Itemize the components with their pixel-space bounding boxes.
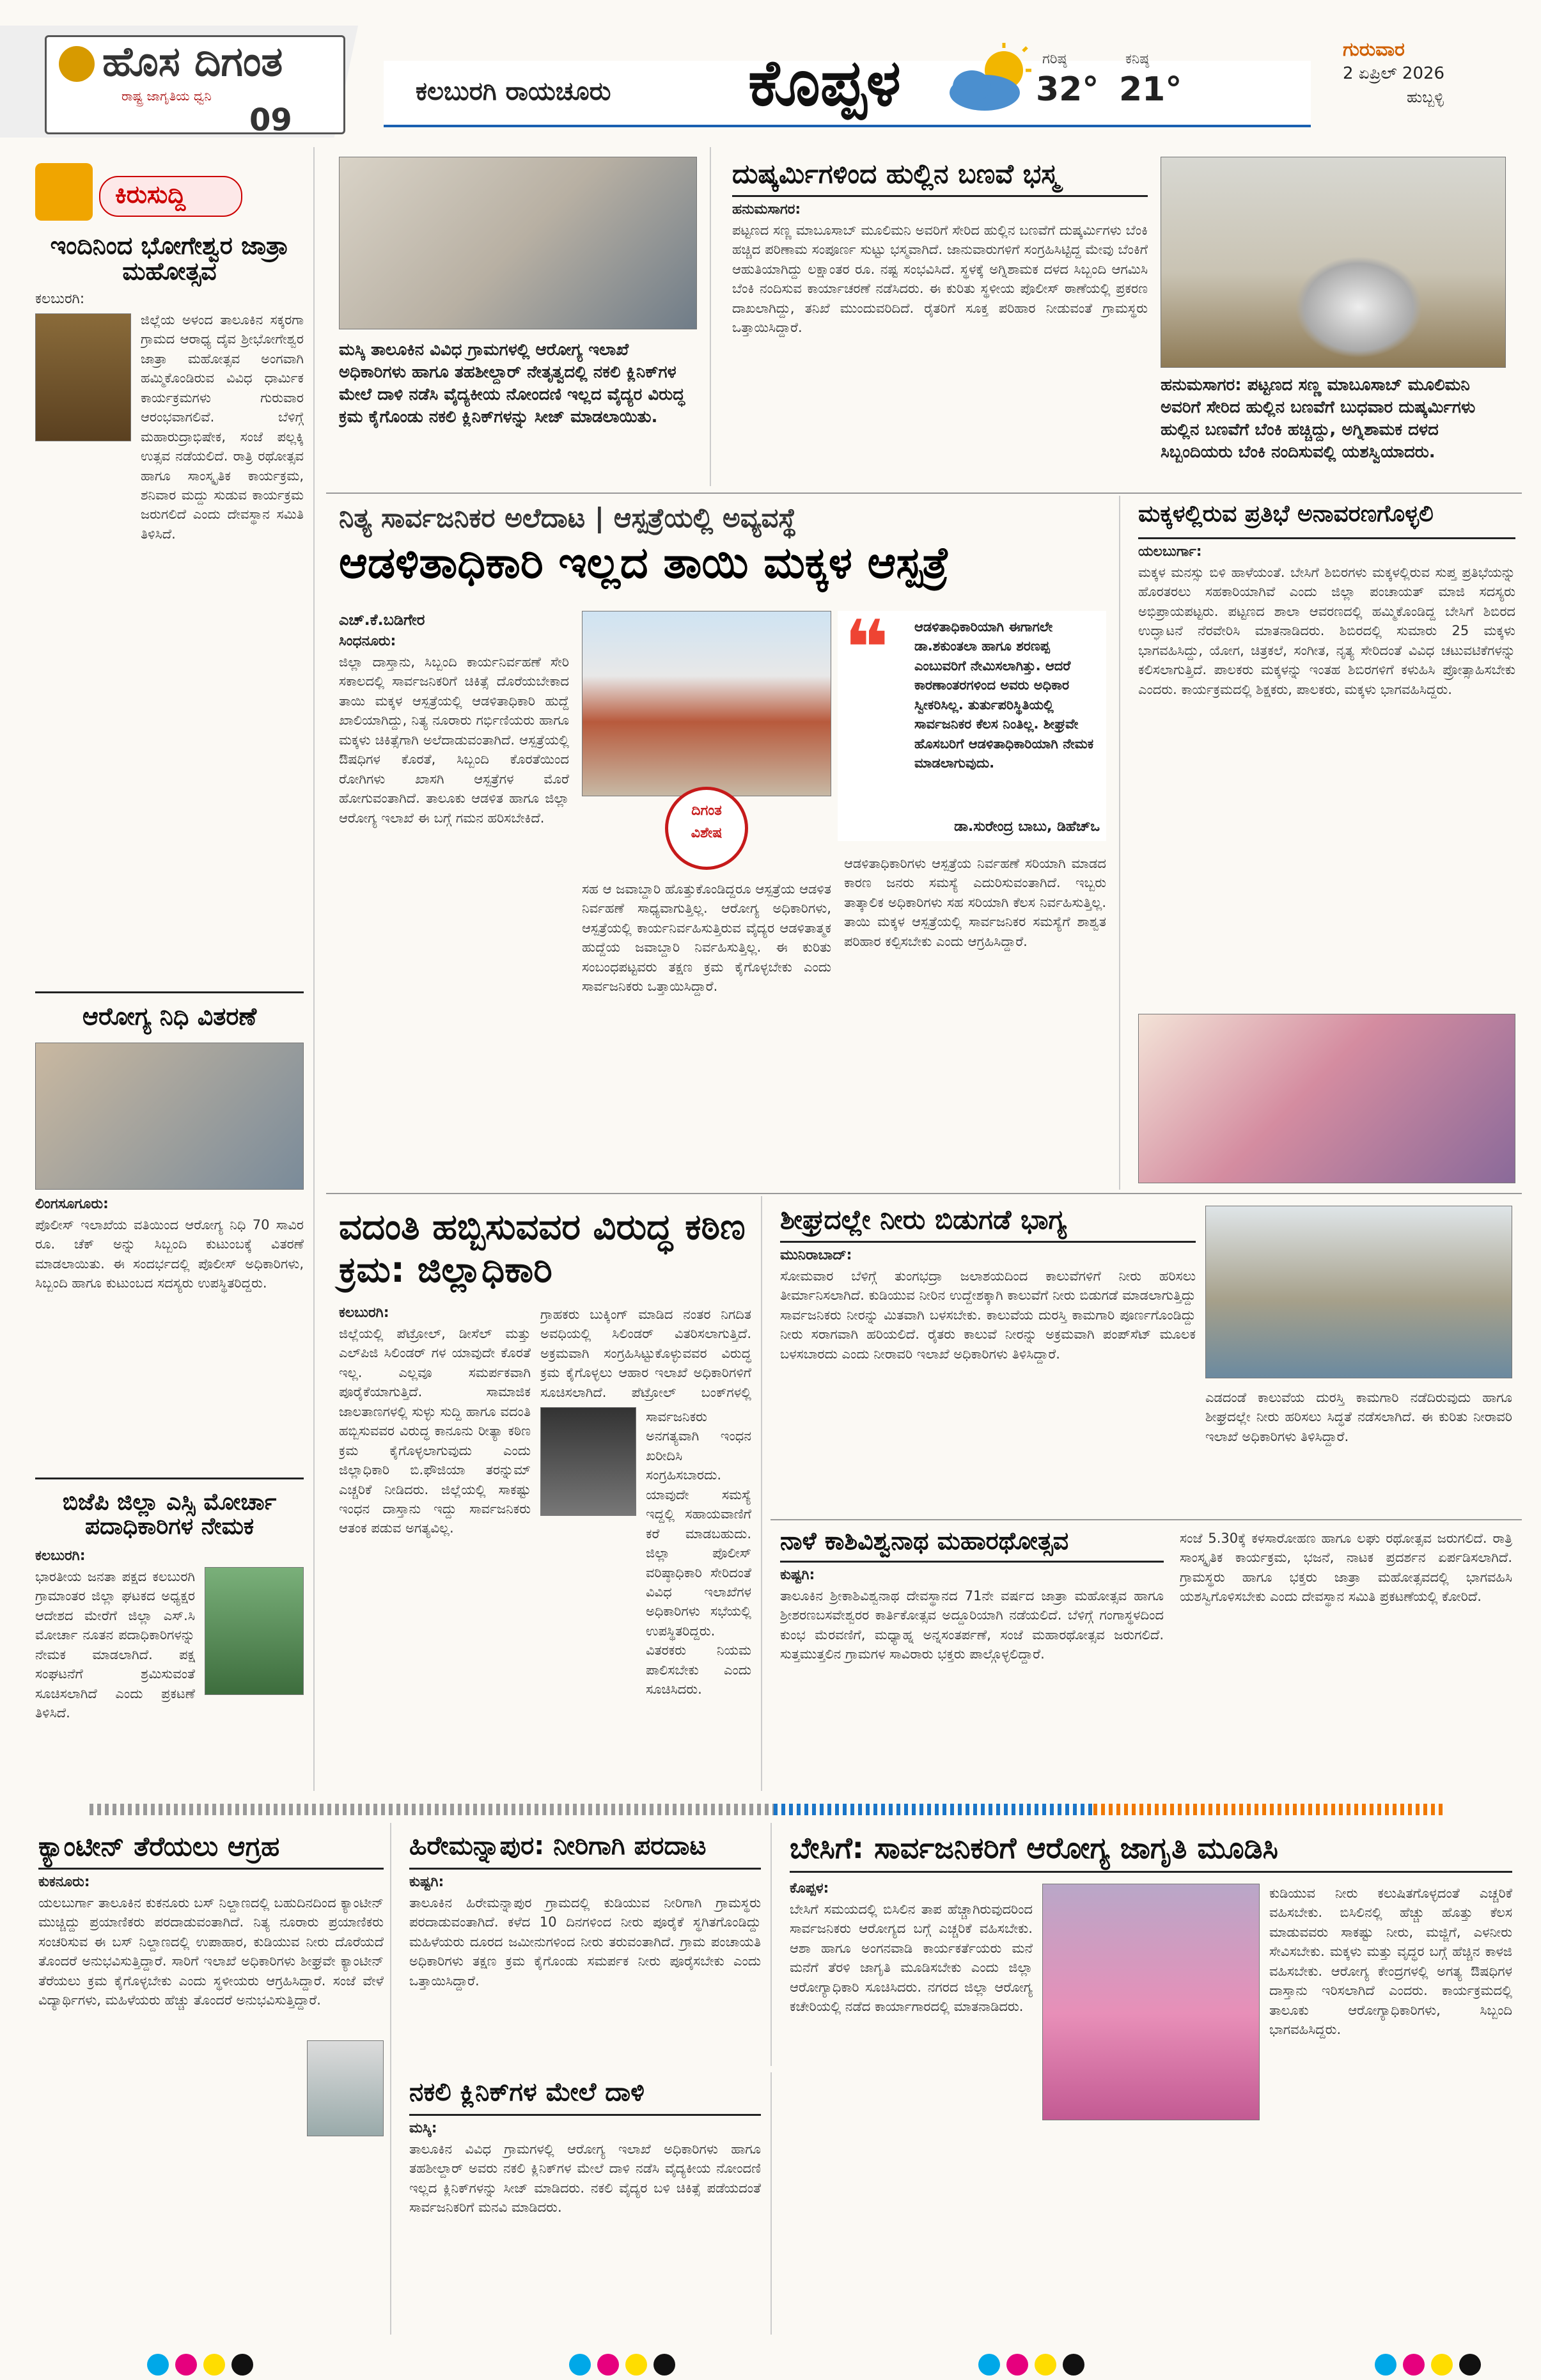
fire-dateline: ಹನುಮಸಾಗರ: [732,201,801,217]
water-dateline: ಮುನಿರಾಬಾದ್: [780,1247,852,1263]
max-temp: 32° [1036,70,1099,109]
divider [1138,537,1515,539]
canal-photo [1205,1206,1512,1378]
lead-kicker: ನಿತ್ಯ ಸಾರ್ವಜನಿಕರ ಅಲೆದಾಟ | ಆಸ್ಪತ್ರೆಯಲ್ಲಿ ಅವ್ಯವಸ್ಥೆ [339,502,797,533]
yellow-mark [1035,2354,1056,2376]
raid-photo-story [326,147,711,486]
talent-story [1129,496,1522,1190]
divider [790,1871,1512,1873]
yellow-mark [1431,2354,1453,2376]
date: 2 ಏಪ್ರಿಲ್ 2026 [1343,64,1445,83]
divider [409,1868,761,1870]
talent-headline: ಮಕ್ಕಳಲ್ಲಿರುವ ಪ್ರತಿಭೆ ಅನಾವರಣಗೊಳ್ಳಲಿ [1138,501,1434,527]
magenta-mark [1403,2354,1425,2376]
raid-caption: ಮಸ್ಕಿ ತಾಲೂಕಿನ ವಿವಿಧ ಗ್ರಾಮಗಳಲ್ಲಿ ಆರೋಗ್ಯ ಇಲಾಖೆ ಅಧಿಕಾರಿಗಳು ಹಾಗೂ ತಹಶೀಲ್ದಾರ್ ನೇತೃತ್ವದಲ್ಲಿ ನಕಲಿ ಕ್ಲಿನಿಕ್‌ಗಳ ಮೇಲೆ ದಾಳಿ ನಡೆಸಿ ವೈದ್ಯಕೀಯ ನೋಂದಣಿ ಇಲ್ಲದ ವೈದ್ಯರ ವಿರುದ್ಧ ಕ್ರಮ ಕೈಗೊಂಡು ನಕಲಿ ಕ್ಲಿನಿಕ್‌ಗಳನ್ನು ಸೀಜ್ ಮಾಡಲಾಯಿತು. [339,340,685,427]
black-mark [1459,2354,1481,2376]
region-names: ಕಲಬುರಗಿ ರಾಯಚೂರು [416,77,611,106]
page-number: 09 [249,102,292,138]
hiremanapur-body: ತಾಲೂಕಿನ ಹಿರೇಮನ್ನಾಪುರ ಗ್ರಾಮದಲ್ಲಿ ಕುಡಿಯುವ ನೀರಿಗಾಗಿ ಗ್ರಾಮಸ್ಥರು ಪರದಾಡುವಂತಾಗಿದೆ. ಕಳೆದ 10 ದಿನಗಳಿಂದ ನೀರು ಪೂರೈಕೆ ಸ್ಥಗಿತಗೊಂಡಿದ್ದು ಮಹಿಳೆಯರು ದೂರದ ಜಮೀನುಗಳಿಂದ ನೀರು ತರುವಂತಾಗಿದೆ. ಗ್ರಾಮ ಪಂಚಾಯತಿ ಅಧಿಕಾರಿಗಳು ತಕ್ಷಣ ಕ್ರಮ ಕೈಗೊಂಡು ಸಮರ್ಪಕ ನೀರು ಪೂರೈಸಬೇಕು ಎಂದು ಒತ್ತಾಯಿಸಿದ್ದಾರೆ. [409,1895,761,1989]
story-body: ಭಾರತೀಯ ಜನತಾ ಪಕ್ಷದ ಕಲಬುರಗಿ ಗ್ರಾಮಾಂತರ ಜಿಲ್ಲಾ ಘಟಕದ ಅಧ್ಯಕ್ಷರ ಆದೇಶದ ಮೇರೆಗೆ ಜಿಲ್ಲಾ ಎಸ್.ಸಿ ಮೋರ್ಚಾ ನೂತನ ಪದಾಧಿಕಾರಿಗಳನ್ನು ನೇಮಕ ಮಾಡಲಾಗಿದೆ. ಪಕ್ಷ ಸಂಘಟನೆಗೆ ಶ್ರಮಿಸುವಂತೆ ಸೂಚಿಸಲಾಗಿದೆ ಎಂದು ಪ್ರಕಟಣೆ ತಿಳಿಸಿದೆ. [35,1569,195,1721]
fakeclinic-story [400,2072,772,2335]
magenta-mark [1006,2354,1028,2376]
cyan-mark [569,2354,591,2376]
portrait-photo [205,1567,304,1695]
cheque-handover-photo [35,1043,304,1190]
black-mark [1063,2354,1084,2376]
quote-text: ಆಡಳಿತಾಧಿಕಾರಿಯಾಗಿ ಈಗಾಗಲೇ ಡಾ.ಶಕುಂತಲಾ ಹಾಗೂ ಶರಣಪ್ಪ ಎಂಬುವರಿಗೆ ನೇಮಿಸಲಾಗಿತ್ತು. ಆದರೆ ಕಾರಣಾಂತರಗಳಿಂದ ಅವರು ಅಧಿಕಾರ ಸ್ವೀಕರಿಸಿಲ್ಲ. ತುರ್ತುಪರಿಸ್ಥಿತಿಯಲ್ಲಿ ಸಾರ್ವಜನಿಕರ ಕೆಲಸ ನಿಂತಿಲ್ಲ. ಶೀಘ್ರವೇ ಹೊಸಬರಿಗೆ ಆಡಳಿತಾಧಿಕಾರಿಯಾಗಿ ನೇಮಕ ಮಾಡಲಾಗುವುದು. [914,619,1094,771]
fakeclinic-body: ತಾಲೂಕಿನ ವಿವಿಧ ಗ್ರಾಮಗಳಲ್ಲಿ ಆರೋಗ್ಯ ಇಲಾಖೆ ಅಧಿಕಾರಿಗಳು ಹಾಗೂ ತಹಶೀಲ್ದಾರ್ ಅವರು ನಕಲಿ ಕ್ಲಿನಿಕ್‌ಗಳ ಮೇಲೆ ದಾಳಿ ನಡೆಸಿ ವೈದ್ಯಕೀಯ ನೋಂದಣಿ ಇಲ್ಲದ ಕ್ಲಿನಿಕ್‌ಗಳನ್ನು ಸೀಜ್ ಮಾಡಿದರು. ನಕಲಿ ವೈದ್ಯರ ಬಳಿ ಚಿಕಿತ್ಸೆ ಪಡೆಯದಂತೆ ಸಾರ್ವಜನಿಕರಿಗೆ ಮನವಿ ಮಾಡಿದರು. [409,2141,761,2216]
water-caption: ಎಡದಂಡೆ ಕಾಲುವೆಯ ದುರಸ್ತಿ ಕಾಮಗಾರಿ ನಡೆದಿರುವುದು ಹಾಗೂ ಶೀಘ್ರದಲ್ಲೇ ನೀರು ಹರಿಸಲು ಸಿದ್ಧತೆ ನಡೆಸಲಾಗಿದೆ. ಈ ಕುರಿತು ನೀರಾವರಿ ಇಲಾಖೆ ಅಧಿಕಾರಿಗಳು ತಿಳಿಸಿದ್ದಾರೆ. [1205,1390,1512,1444]
section-divider [326,1193,1522,1194]
section-divider [770,1519,1522,1520]
kirusuddi-label: ಕಿರುಸುದ್ದಿ [115,180,186,209]
decorative-stripe-blue [774,1804,1093,1815]
hiremanapur-dateline: ಕುಷ್ಟಗಿ: [409,1874,444,1890]
water-story [770,1196,1522,1516]
dc-portrait-photo [540,1407,636,1516]
hospital-photo [582,611,831,796]
lead-body: ಜಿಲ್ಲಾ ದಾಸ್ತಾನು, ಸಿಬ್ಬಂದಿ ಕಾರ್ಯನಿರ್ವಹಣೆ ಸೇರಿ ಸಕಾಲದಲ್ಲಿ ಸಾರ್ವಜನಿಕರಿಗೆ ಚಿಕಿತ್ಸೆ ದೊರೆಯಬೇಕಾದ ತಾಯಿ ಮಕ್ಕಳ ಆಸ್ಪತ್ರೆಯಲ್ಲಿ ಆಡಳಿತಾಧಿಕಾರಿ ಹುದ್ದೆ ಖಾಲಿಯಾಗಿದ್ದು, ನಿತ್ಯ ನೂರಾರು ಗರ್ಭಿಣಿಯರು ಹಾಗೂ ಮಕ್ಕಳು ಚಿಕಿತ್ಸೆಗಾಗಿ ಅಲೆದಾಡುವಂತಾಗಿದೆ. ಆಸ್ಪತ್ರೆಯಲ್ಲಿ ಔಷಧಿಗಳ ಕೊರತೆ, ಸಿಬ್ಬಂದಿ ಕೊರತೆಯಿಂದ ರೋಗಿಗಳು ಖಾಸಗಿ ಆಸ್ಪತ್ರೆಗಳ ಮೊರೆ ಹೋಗುವಂತಾಗಿದೆ. ತಾಲೂಕು ಆಡಳಿತ ಹಾಗೂ ಜಿಲ್ಲಾ ಆರೋಗ್ಯ ಇಲಾಖೆ ಈ ಬಗ್ಗೆ ಗಮನ ಹರಿಸಬೇಕಿದೆ. [339,654,569,826]
black-mark [231,2354,253,2376]
fire-headline: ದುಷ್ಕರ್ಮಿಗಳಿಂದ ಹುಲ್ಲಿನ ಬಣವೆ ಭಸ್ಮ [732,158,1060,189]
hiremanapur-headline: ಹಿರೇಮನ್ನಾಪುರ: ನೀರಿಗಾಗಿ ಪರದಾಟ [409,1831,707,1861]
rumour-story [326,1196,762,1791]
cyan-mark [1375,2354,1396,2376]
kashi-dateline: ಕುಷ್ಟಗಿ: [780,1567,815,1583]
lead-headline: ಆಡಳಿತಾಧಿಕಾರಿ ಇಲ್ಲದ ತಾಯಿ ಮಕ್ಕಳ ಆಸ್ಪತ್ರೆ [339,538,950,588]
min-temp-label: ಕನಿಷ್ಠ [1125,51,1150,67]
divider [409,2114,761,2116]
magenta-mark [175,2354,197,2376]
section-divider [326,493,1522,494]
lotus-icon [59,46,95,82]
story-body: ಜಿಲ್ಲೆಯ ಅಳಂದ ತಾಲೂಕಿನ ಸಕ್ಕರಗಾ ಗ್ರಾಮದ ಆರಾಧ್ಯ ದೈವ ಶ್ರೀಭೋಗೇಶ್ವರ ಜಾತ್ರಾ ಮಹೋತ್ಸವ ಅಂಗವಾಗಿ ಹಮ್ಮಿಕೊಂಡಿರುವ ವಿವಿಧ ಧಾರ್ಮಿಕ ಕಾರ್ಯಕ್ರಮಗಳು ಗುರುವಾರ ಆರಂಭವಾಗಲಿವೆ. ಬೆಳಿಗ್ಗೆ ಮಹಾರುದ್ರಾಭಿಷೇಕ, ಸಂಜೆ ಪಲ್ಲಕ್ಕಿ ಉತ್ಸವ ನಡೆಯಲಿದೆ. ರಾತ್ರಿ ರಥೋತ್ಸವ ಹಾಗೂ ಸಾಂಸ್ಕೃತಿಕ ಕಾರ್ಯಕ್ರಮ, ಶನಿವಾರ ಮದ್ದು ಸುಡುವ ಕಾರ್ಯಕ್ರಮ ಜರುಗಲಿದೆ ಎಂದು ದೇವಸ್ಥಾನ ಸಮಿತಿ ತಿಳಿಸಿದೆ. [141,312,304,542]
divider [38,1868,384,1870]
summer-body-2: ಕುಡಿಯುವ ನೀರು ಕಲುಷಿತಗೊಳ್ಳದಂತೆ ಎಚ್ಚರಿಕೆ ವಹಿಸಬೇಕು. ಬಿಸಿಲಿನಲ್ಲಿ ಹೆಚ್ಚು ಹೊತ್ತು ಕೆಲಸ ಮಾಡುವವರು ಸಾಕಷ್ಟು ನೀರು, ಮಜ್ಜಿಗೆ, ಎಳನೀರು ಸೇವಿಸಬೇಕು. ಮಕ್ಕಳು ಮತ್ತು ವೃದ್ಧರ ಬಗ್ಗೆ ಹೆಚ್ಚಿನ ಕಾಳಜಿ ವಹಿಸಬೇಕು. ಆರೋಗ್ಯ ಕೇಂದ್ರಗಳಲ್ಲಿ ಅಗತ್ಯ ಔಷಧಿಗಳ ದಾಸ್ತಾನು ಇರಿಸಲಾಗಿದೆ ಎಂದರು. ಕಾರ್ಯಕ್ರಮದಲ್ಲಿ ತಾಲೂಕು ಆರೋಗ್ಯಾಧಿಕಾರಿಗಳು, ಸಿಬ್ಬಂದಿ ಭಾಗವಹಿಸಿದ್ದರು. [1269,1886,1512,2038]
kashi-story [770,1522,1522,1791]
magenta-mark [597,2354,619,2376]
rumour-body: ಜಿಲ್ಲೆಯಲ್ಲಿ ಪೆಟ್ರೋಲ್, ಡೀಸೆಲ್ ಮತ್ತು ಎಲ್‌ಪಿಜಿ ಸಿಲಿಂಡರ್ ಗಳ ಯಾವುದೇ ಕೊರತೆ ಇಲ್ಲ. ಎಲ್ಲವೂ ಸಮರ್ಪಕವಾಗಿ ಪೂರೈಕೆಯಾಗುತ್ತಿದೆ. ಸಾಮಾಜಿಕ ಜಾಲತಾಣಗಳಲ್ಲಿ ಸುಳ್ಳು ಸುದ್ದಿ ಹಾಗೂ ವದಂತಿ ಹಬ್ಬಿಸುವವರ ವಿರುದ್ಧ ಕಾನೂನು ರೀತ್ಯಾ ಕಠಿಣ ಕ್ರಮ ಕೈಗೊಳ್ಳಲಾಗುವುದು ಎಂದು ಜಿಲ್ಲಾಧಿಕಾರಿ ಬಿ.ಫೌಜಿಯಾ ತರನ್ನುಮ್ ಎಚ್ಚರಿಕೆ ನೀಡಿದರು. ಜಿಲ್ಲೆಯಲ್ಲಿ ಸಾಕಷ್ಟು ಇಂಧನ ದಾಸ್ತಾನು ಇದ್ದು ಸಾರ್ವಜನಿಕರು ಆತಂಕ ಪಡುವ ಅಗತ್ಯವಿಲ್ಲ. [339,1326,531,1536]
kashi-body-2: ಸಂಜೆ 5.30ಕ್ಕೆ ಕಳಸಾರೋಹಣ ಹಾಗೂ ಲಘು ರಥೋತ್ಸವ ಜರುಗಲಿದೆ. ರಾತ್ರಿ ಸಾಂಸ್ಕೃತಿಕ ಕಾರ್ಯಕ್ರಮ, ಭಜನೆ, ನಾಟಕ ಪ್ರದರ್ಶನ ಏರ್ಪಡಿಸಲಾಗಿದೆ. ಗ್ರಾಮಸ್ಥರು ಹಾಗೂ ಭಕ್ತರು ಜಾತ್ರಾ ಮಹೋತ್ಸವದಲ್ಲಿ ಭಾಗವಹಿಸಿ ಯಶಸ್ವಿಗೊಳಿಸಬೇಕು ಎಂದು ದೇವಸ್ಥಾನ ಸಮಿತಿ ಪ್ರಕಟಣೆಯಲ್ಲಿ ಕೋರಿದೆ. [1180,1531,1512,1605]
weekday: ಗುರುವಾರ [1343,38,1405,61]
lead-dateline: ಸಿಂಧನೂರು: [339,633,396,649]
registration-marks [1375,2354,1481,2376]
talent-dateline: ಯಲಬುರ್ಗಾ: [1138,544,1202,560]
badge-text-bottom: ವಿಶೇಷ [691,825,723,841]
divider [35,1478,304,1479]
lead-byline: ಎಚ್.ಕೆ.ಬಡಿಗೇರ [339,611,425,629]
water-headline: ಶೀಘ್ರದಲ್ಲೇ ನೀರು ಬಿಡುಗಡೆ ಭಾಗ್ಯ [780,1204,1067,1235]
rumour-headline: ವದಂತಿ ಹಬ್ಬಿಸುವವರ ವಿರುದ್ಧ ಕಠಿಣ ಕ್ರಮ: ಜಿಲ್ಲಾಧಿಕಾರಿ [339,1206,746,1291]
fire-story [719,147,1522,486]
fakeclinic-dateline: ಮಸ್ಕಿ: [409,2120,437,2136]
yellow-mark [203,2354,225,2376]
divider [780,1561,1164,1563]
rumour-dateline: ಕಲಬುರಗಿ: [339,1305,389,1321]
lead-story [326,496,1120,1190]
talent-event-photo [1138,1014,1515,1183]
min-temp: 21° [1119,70,1182,109]
quote-attribution: ಡಾ.ಸುರೇಂದ್ರ ಬಾಬು, ಡಿಹೆಚ್‌ಒ [954,819,1100,835]
registration-marks [978,2354,1084,2376]
decorative-stripe [90,1804,774,1815]
canteen-story [26,1823,391,2335]
story-headline: ಬಿಜೆಪಿ ಜಿಲ್ಲಾ ಎಸ್ಸಿ ಮೋರ್ಚಾ ಪದಾಧಿಕಾರಿಗಳ ನೇಮಕ [62,1489,277,1540]
divider [780,1241,1196,1243]
fakeclinic-headline: ನಕಲಿ ಕ್ಲಿನಿಕ್‌ಗಳ ಮೇಲೆ ದಾಳಿ [409,2077,645,2107]
canteen-headline: ಕ್ಯಾಂಟೀನ್ ತೆರೆಯಲು ಆಗ್ರಹ [38,1831,280,1862]
story-headline: ಆರೋಗ್ಯ ನಿಧಿ ವಿತರಣೆ [82,1002,257,1030]
story-dateline: ಲಿಂಗಸೂಗೂರು: [35,1196,109,1212]
smoke-icon [1295,256,1423,358]
decorative-stripe-orange [1093,1804,1445,1815]
yellow-mark [625,2354,647,2376]
summer-headline: ಬೇಸಿಗೆ: ಸಾರ್ವಜನಿಕರಿಗೆ ಆರೋಗ್ಯ ಜಾಗೃತಿ ಮೂಡಿಸಿ [790,1831,1278,1865]
story-headline: ಇಂದಿನಿಂದ ಭೋಗೇಶ್ವರ ಜಾತ್ರಾ ಮಹೋತ್ಸವ [50,232,289,285]
district-name: ಕೊಪ್ಪಳ [748,45,901,120]
summer-body: ಬೇಸಿಗೆ ಸಮಯದಲ್ಲಿ ಬಿಸಿಲಿನ ತಾಪ ಹೆಚ್ಚಾಗಿರುವುದರಿಂದ ಸಾರ್ವಜನಿಕರು ಆರೋಗ್ಯದ ಬಗ್ಗೆ ಎಚ್ಚರಿಕೆ ವಹಿಸಬೇಕು. ಆಶಾ ಹಾಗೂ ಅಂಗನವಾಡಿ ಕಾರ್ಯಕರ್ತೆಯರು ಮನೆ ಮನೆಗೆ ತೆರಳಿ ಜಾಗೃತಿ ಮೂಡಿಸಬೇಕು ಎಂದು ಜಿಲ್ಲಾ ಆರೋಗ್ಯಾಧಿಕಾರಿ ಸೂಚಿಸಿದರು. ನಗರದ ಜಿಲ್ಲಾ ಆರೋಗ್ಯ ಕಚೇರಿಯಲ್ಲಿ ನಡೆದ ಕಾರ್ಯಾಗಾರದಲ್ಲಿ ಮಾತನಾಡಿದರು. [790,1902,1033,2015]
quote-icon: ❝ [844,604,889,693]
canteen-body: ಯಲಬುರ್ಗಾ ತಾಲೂಕಿನ ಕುಕನೂರು ಬಸ್ ನಿಲ್ದಾಣದಲ್ಲಿ ಬಹುದಿನದಿಂದ ಕ್ಯಾಂಟೀನ್ ಮುಚ್ಚಿದ್ದು ಪ್ರಯಾಣಿಕರು ಪರದಾಡುವಂತಾಗಿದೆ. ನಿತ್ಯ ನೂರಾರು ಪ್ರಯಾಣಿಕರು ಸಂಚರಿಸುವ ಈ ಬಸ್ ನಿಲ್ದಾಣದಲ್ಲಿ ಉಪಾಹಾರ, ಕುಡಿಯುವ ನೀರು ದೊರೆಯದೆ ತೊಂದರೆ ಅನುಭವಿಸುತ್ತಿದ್ದಾರೆ. ಸಾರಿಗೆ ಇಲಾಖೆ ಅಧಿಕಾರಿಗಳು ಶೀಘ್ರವೇ ಕ್ಯಾಂಟೀನ್ ತೆರೆಯಲು ಕ್ರಮ ಕೈಗೊಳ್ಳಬೇಕು ಎಂದು ಸ್ಥಳೀಯರು ಆಗ್ರಹಿಸಿದ್ದಾರೆ. ಸಂಜೆ ವೇಳೆ ವಿದ್ಯಾರ್ಥಿಗಳು, ಮಹಿಳೆಯರು ಹೆಚ್ಚು ತೊಂದರೆ ಅನುಭವಿಸುತ್ತಿದ್ದಾರೆ. [38,1895,384,2008]
canteen-portrait-photo [307,2040,384,2136]
edition-city: ಹುಬ್ಬಳ್ಳಿ [1407,88,1444,106]
raid-photo [339,157,697,329]
divider [35,991,304,993]
partly-cloudy-icon [946,42,1036,118]
hiremanapur-story [400,1823,772,2066]
registration-marks [147,2354,253,2376]
rumour-body-3: ಸಾರ್ವಜನಿಕರು ಅನಗತ್ಯವಾಗಿ ಇಂಧನ ಖರೀದಿಸಿ ಸಂಗ್ರಹಿಸಬಾರದು. ಯಾವುದೇ ಸಮಸ್ಯೆ ಇದ್ದಲ್ಲಿ ಸಹಾಯವಾಣಿಗೆ ಕರೆ ಮಾಡಬಹುದು. ಜಿಲ್ಲಾ ಪೊಲೀಸ್ ವರಿಷ್ಠಾಧಿಕಾರಿ ಸೇರಿದಂತೆ ವಿವಿಧ ಇಲಾಖೆಗಳ ಅಧಿಕಾರಿಗಳು ಸಭೆಯಲ್ಲಿ ಉಪಸ್ಥಿತರಿದ್ದರು. ವಿತರಕರು ನಿಯಮ ಪಾಲಿಸಬೇಕು ಎಂದು ಸೂಚಿಸಿದರು. [646,1409,751,1698]
paper-tagline: ರಾಷ್ಟ್ರ ಜಾಗೃತಿಯ ಧ್ವನಿ [121,88,212,104]
fire-caption: ಹನುಮಸಾಗರ: ಪಟ್ಟಣದ ಸಣ್ಣ ಮಾಬೂಸಾಬ್ ಮೂಲಿಮನಿ ಅವರಿಗೆ ಸೇರಿದ ಹುಲ್ಲಿನ ಬಣವೆಗೆ ಬುಧವಾರ ದುಷ್ಕರ್ಮಿಗಳು ಹುಲ್ಲಿನ ಬಣವೆಗೆ ಬೆಂಕಿ ಹಚ್ಚಿದ್ದು, ಅಗ್ನಿಶಾಮಕ ದಳದ ಸಿಬ್ಬಂದಿಯರು ಬೆಂಕಿ ನಂದಿಸುವಲ್ಲಿ ಯಶಸ್ವಿಯಾದರು. [1161,375,1476,462]
lead-body-2: ಸಹ ಆ ಜವಾಬ್ದಾರಿ ಹೊತ್ತುಕೊಂಡಿದ್ದರೂ ಆಸ್ಪತ್ರೆಯ ಆಡಳಿತ ನಿರ್ವಹಣೆ ಸಾಧ್ಯವಾಗುತ್ತಿಲ್ಲ. ಆರೋಗ್ಯ ಅಧಿಕಾರಿಗಳು, ಆಸ್ಪತ್ರೆಯಲ್ಲಿ ಕಾರ್ಯನಿರ್ವಹಿಸುತ್ತಿರುವ ವೈದ್ಯರ ಆಡಳಿತಾತ್ಮಕ ಹುದ್ದೆಯ ಜವಾಬ್ದಾರಿ ನಿರ್ವಹಿಸುತ್ತಿಲ್ಲ. ಈ ಕುರಿತು ಸಂಬಂಧಪಟ್ಟವರು ತಕ್ಷಣ ಕ್ರಮ ಕೈಗೊಳ್ಳಬೇಕು ಎಂದು ಸಾರ್ವಜನಿಕರು ಒತ್ತಾಯಿಸಿದ್ದಾರೆ. [582,881,831,995]
hand-icon [35,163,93,221]
kashi-body: ತಾಲೂಕಿನ ಶ್ರೀಕಾಶಿವಿಶ್ವನಾಥ ದೇವಸ್ಥಾನದ 71ನೇ ವರ್ಷದ ಜಾತ್ರಾ ಮಹೋತ್ಸವ ಹಾಗೂ ಶ್ರೀಶರಣಬಸವೇಶ್ವರರ ಕಾರ್ತಿಕೋತ್ಸವ ಅದ್ದೂರಿಯಾಗಿ ನಡೆಯಲಿದೆ. ಬೆಳಿಗ್ಗೆ ಗಂಗಾಸ್ಥಳದಿಂದ ಕುಂಭ ಮೆರವಣಿಗೆ, ಮಧ್ಯಾಹ್ನ ಅನ್ನಸಂತರ್ಪಣೆ, ಸಂಜೆ ಮಹಾರಥೋತ್ಸವ ಜರುಗಲಿದೆ. ಸುತ್ತಮುತ್ತಲಿನ ಗ್ರಾಮಗಳ ಸಾವಿರಾರು ಭಕ್ತರು ಪಾಲ್ಗೊಳ್ಳಲಿದ್ದಾರೆ. [780,1588,1164,1662]
divider [732,195,1148,197]
paper-name: ಹೊಸ ದಿಗಂತ [102,38,283,86]
canteen-dateline: ಕುಕನೂರು: [38,1874,90,1890]
water-body: ಸೋಮವಾರ ಬೆಳಿಗ್ಗೆ ತುಂಗಭದ್ರಾ ಜಲಾಶಯದಿಂದ ಕಾಲುವೆಗಳಿಗೆ ನೀರು ಹರಿಸಲು ತೀರ್ಮಾನಿಸಲಾಗಿದೆ. ಕುಡಿಯುವ ನೀರಿನ ಉದ್ದೇಶಕ್ಕಾಗಿ ಕಾಲುವೆಗೆ ನೀರು ಬಿಡುಗಡೆ ಮಾಡಲಾಗುತ್ತಿದ್ದು ಸಾರ್ವಜನಿಕರು ನೀರನ್ನು ಮಿತವಾಗಿ ಬಳಸಬೇಕು. ಕಾಲುವೆಯ ದುರಸ್ತಿ ಕಾಮಗಾರಿ ಪೂರ್ಣಗೊಂಡಿದ್ದು ನೀರು ಸರಾಗವಾಗಿ ಹರಿಯಲಿದೆ. ರೈತರು ಕಾಲುವೆ ನೀರನ್ನು ಅಕ್ರಮವಾಗಿ ಪಂಪ್‌ಸೆಟ್ ಮೂಲಕ ಬಳಸಬಾರದು ಎಂದು ನೀರಾವರಿ ಇಲಾಖೆ ಅಧಿಕಾರಿಗಳು ತಿಳಿಸಿದ್ದಾರೆ. [780,1268,1196,1362]
story-dateline: ಕಲಬುರಗಿ: [35,1548,86,1564]
temple-idol-photo [35,313,131,441]
story-body: ಪೊಲೀಸ್ ಇಲಾಖೆಯ ವತಿಯಿಂದ ಆರೋಗ್ಯ ನಿಧಿ 70 ಸಾವಿರ ರೂ. ಚೆಕ್ ಅನ್ನು ಸಿಬ್ಬಂದಿ ಕುಟುಂಬಕ್ಕೆ ವಿತರಣೆ ಮಾಡಲಾಯಿತು. ಈ ಸಂದರ್ಭದಲ್ಲಿ ಪೊಲೀಸ್ ಅಧಿಕಾರಿಗಳು, ಸಿಬ್ಬಂದಿ ಹಾಗೂ ಕುಟುಂಬದ ಸದಸ್ಯರು ಉಪಸ್ಥಿತರಿದ್ದರು. [35,1217,304,1291]
talent-body: ಮಕ್ಕಳ ಮನಸ್ಸು ಬಿಳಿ ಹಾಳೆಯಂತೆ. ಬೇಸಿಗೆ ಶಿಬಿರಗಳು ಮಕ್ಕಳಲ್ಲಿರುವ ಸುಪ್ತ ಪ್ರತಿಭೆಯನ್ನು ಹೊರತರಲು ಸಹಕಾರಿಯಾಗಿವೆ ಎಂದು ಜಿಲ್ಲಾ ಪಂಚಾಯತ್ ಮಾಜಿ ಸದಸ್ಯರು ಅಭಿಪ್ರಾಯಪಟ್ಟರು. ಪಟ್ಟಣದ ಶಾಲಾ ಆವರಣದಲ್ಲಿ ಹಮ್ಮಿಕೊಂಡಿದ್ದ ಬೇಸಿಗೆ ಶಿಬಿರದ ಉದ್ಘಾಟನೆ ನೆರವೇರಿಸಿ ಮಾತನಾಡಿದರು. ಶಿಬಿರದಲ್ಲಿ ಸುಮಾರು 25 ಮಕ್ಕಳು ಭಾಗವಹಿಸಿದ್ದು, ಯೋಗ, ಚಿತ್ರಕಲೆ, ಸಂಗೀತ, ನೃತ್ಯ ಸೇರಿದಂತೆ ವಿವಿಧ ಚಟುವಟಿಕೆಗಳನ್ನು ಕಲಿಸಲಾಗುತ್ತಿದೆ. ಪಾಲಕರು ಮಕ್ಕಳನ್ನು ಇಂತಹ ಶಿಬಿರಗಳಿಗೆ ಕಳುಹಿಸಿ ಪ್ರೋತ್ಸಾಹಿಸಬೇಕು ಎಂದರು. ಕಾರ್ಯಕ್ರಮದಲ್ಲಿ ಶಿಕ್ಷಕರು, ಪಾಲಕರು, ಮಕ್ಕಳು ಭಾಗವಹಿಸಿದ್ದರು. [1138,565,1515,697]
cyan-mark [147,2354,169,2376]
story-dateline: ಕಲಬುರಗಿ: [35,291,85,307]
black-mark [653,2354,675,2376]
max-temp-label: ಗರಿಷ್ಠ [1042,51,1067,67]
summer-story [780,1823,1522,2335]
registration-marks [569,2354,675,2376]
badge-text-top: ದಿಗಂತ [691,803,722,819]
kashi-headline: ನಾಳೆ ಕಾಶಿವಿಶ್ವನಾಥ ಮಹಾರಥೋತ್ಸವ [780,1527,1069,1555]
lead-body-3: ಆಡಳಿತಾಧಿಕಾರಿಗಳು ಆಸ್ಪತ್ರೆಯ ನಿರ್ವಹಣೆ ಸರಿಯಾಗಿ ಮಾಡದ ಕಾರಣ ಜನರು ಸಮಸ್ಯೆ ಎದುರಿಸುವಂತಾಗಿದೆ. ಇಬ್ಬರು ತಾತ್ಕಾಲಿಕ ಅಧಿಕಾರಿಗಳು ಸಹ ಸರಿಯಾಗಿ ಕೆಲಸ ನಿರ್ವಹಿಸುತ್ತಿಲ್ಲ. ತಾಯಿ ಮಕ್ಕಳ ಆಸ್ಪತ್ರೆಯಲ್ಲಿ ಸಾರ್ವಜನಿಕರ ಸಮಸ್ಯೆಗೆ ಶಾಶ್ವತ ಪರಿಹಾರ ಕಲ್ಪಿಸಬೇಕು ಎಂದು ಆಗ್ರಹಿಸಿದ್ದಾರೆ. [844,856,1106,949]
masthead [0,0,1541,147]
kirusuddi-column [26,147,315,1791]
cyan-mark [978,2354,1000,2376]
rumour-body-2: ಗ್ರಾಹಕರು ಬುಕ್ಕಿಂಗ್ ಮಾಡಿದ ನಂತರ ನಿಗದಿತ ಅವಧಿಯಲ್ಲಿ ಸಿಲಿಂಡರ್ ವಿತರಿಸಲಾಗುತ್ತಿದೆ. ಅಕ್ರಮವಾಗಿ ಸಂಗ್ರಹಿಸಿಟ್ಟುಕೊಳ್ಳುವವರ ವಿರುದ್ಧ ಕ್ರಮ ಕೈಗೊಳ್ಳಲು ಆಹಾರ ಇಲಾಖೆ ಅಧಿಕಾರಿಗಳಿಗೆ ಸೂಚಿಸಲಾಗಿದೆ. ಪೆಟ್ರೋಲ್ ಬಂಕ್‌ಗಳಲ್ಲಿ [540,1307,751,1400]
fire-body: ಪಟ್ಟಣದ ಸಣ್ಣ ಮಾಬೂಸಾಬ್ ಮೂಲಿಮನಿ ಅವರಿಗೆ ಸೇರಿದ ಹುಲ್ಲಿನ ಬಣವೆಗೆ ದುಷ್ಕರ್ಮಿಗಳು ಬೆಂಕಿ ಹಚ್ಚಿದ ಪರಿಣಾಮ ಸಂಪೂರ್ಣ ಸುಟ್ಟು ಭಸ್ಮವಾಗಿದೆ. ಜಾನುವಾರುಗಳಿಗೆ ಸಂಗ್ರಹಿಸಿಟ್ಟಿದ್ದ ಮೇವು ಬೆಂಕಿಗೆ ಆಹುತಿಯಾಗಿದ್ದು ಲಕ್ಷಾಂತರ ರೂ. ನಷ್ಟ ಸಂಭವಿಸಿದೆ. ಸ್ಥಳಕ್ಕೆ ಅಗ್ನಿಶಾಮಕ ದಳದ ಸಿಬ್ಬಂದಿ ಆಗಮಿಸಿ ಬೆಂಕಿ ನಂದಿಸುವ ಕಾರ್ಯಾಚರಣೆ ನಡೆಸಿದರು. ಈ ಕುರಿತು ಸ್ಥಳೀಯ ಪೊಲೀಸ್ ಠಾಣೆಯಲ್ಲಿ ಪ್ರಕರಣ ದಾಖಲಾಗಿದ್ದು, ತನಿಖೆ ಮುಂದುವರಿದಿದೆ. ರೈತರಿಗೆ ಸೂಕ್ತ ಪರಿಹಾರ ನೀಡುವಂತೆ ಗ್ರಾಮಸ್ಥರು ಒತ್ತಾಯಿಸಿದ್ದಾರೆ. [732,223,1148,336]
summer-dateline: ಕೊಪ್ಪಳ: [790,1880,829,1896]
health-workshop-photo [1042,1884,1260,2120]
